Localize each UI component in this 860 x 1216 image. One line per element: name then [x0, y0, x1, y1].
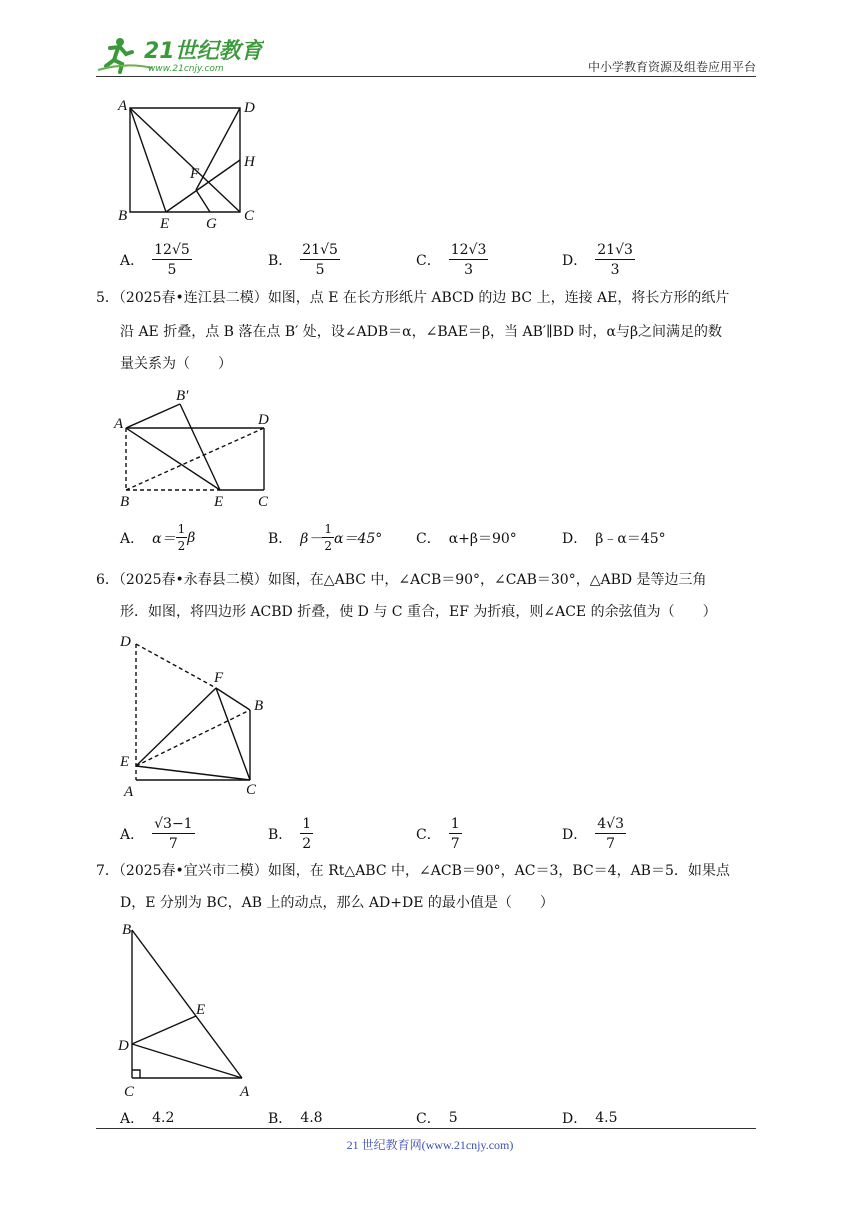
- fraction: $\frac{1}{7}$: [450, 816, 460, 852]
- q7-line-de: [132, 1016, 196, 1044]
- q7-options: [120, 1096, 760, 1140]
- option-text: 4.5: [595, 1110, 618, 1126]
- q4-figure: [110, 96, 270, 236]
- q6-line-1: [96, 571, 707, 589]
- q6-label-b: B: [254, 698, 264, 714]
- q6-line-ec: [136, 766, 250, 780]
- q4-label-b: B: [118, 208, 128, 224]
- q6-edge-fb: [216, 688, 250, 710]
- q5-line-1: [96, 289, 729, 307]
- q7-right-angle-mark: [132, 1070, 140, 1078]
- q4-option-d[interactable]: [562, 238, 635, 282]
- q5-line-2: 沿 AE 折叠，点 B 落在点 B′ 处，设∠ADB＝α，∠BAE＝β，当 AB′∥BD 时，α与β之间满足的数: [120, 324, 723, 340]
- formula-part: β: [187, 530, 196, 546]
- q7-label-d: D: [118, 1038, 129, 1054]
- q6-label-d: D: [120, 634, 131, 650]
- q6-option-a[interactable]: [120, 812, 195, 856]
- option-letter: A．: [120, 1111, 145, 1127]
- q4-line-df: [196, 108, 240, 190]
- q6-edge-df-dashed: [136, 644, 216, 688]
- q6-label-e: E: [120, 754, 130, 770]
- question-source: （2025春•宜兴市二模）: [118, 863, 268, 879]
- fraction: $\frac{1}{2}$: [177, 522, 186, 553]
- formula-part: α＝: [152, 531, 176, 547]
- footer-link[interactable]: 21 世纪教育网(www.21cnjy.com): [346, 1138, 514, 1152]
- fraction: $\frac{√3-1}{7}$: [154, 816, 193, 852]
- option-letter: B．: [268, 531, 293, 547]
- option-letter: B．: [268, 827, 293, 843]
- q7-option-d[interactable]: [562, 1096, 618, 1140]
- q4-label-d: D: [244, 100, 255, 116]
- q6-line-fc: [216, 688, 250, 780]
- q7-line-da: [132, 1044, 242, 1078]
- option-letter: D．: [562, 1111, 588, 1127]
- option-letter: D．: [562, 531, 588, 547]
- q5-option-b[interactable]: [268, 516, 382, 560]
- q5-figure: [110, 384, 280, 512]
- question-number: 7．: [96, 863, 119, 879]
- option-letter: B．: [268, 1111, 293, 1127]
- fraction: $\frac{12√3}{3}$: [450, 242, 487, 278]
- q4-label-h: H: [244, 154, 255, 170]
- fraction: $\frac{4√3}{7}$: [597, 816, 624, 852]
- option-letter: D．: [562, 827, 588, 843]
- logo-main-text: 21世纪教育: [144, 39, 263, 64]
- q7-edge-ba: [132, 930, 242, 1078]
- q6-option-b[interactable]: [268, 812, 313, 856]
- q6-options: [120, 812, 760, 856]
- logo-sub-text: www.21cnjy.com: [148, 64, 224, 74]
- option-letter: C．: [416, 531, 441, 547]
- q4-option-b[interactable]: [268, 238, 340, 282]
- formula-part: α＝45°: [334, 531, 383, 547]
- q7-line-2: D，E 分别为 BC，AB 上的动点，那么 AD+DE 的最小值是（ ）: [120, 895, 554, 911]
- option-text: β﹣α＝45°: [595, 531, 666, 547]
- header-divider: [96, 76, 756, 77]
- q4-label-g: G: [206, 216, 217, 232]
- q5-option-c[interactable]: [416, 516, 517, 560]
- q5-label-a: A: [114, 416, 124, 432]
- q7-option-b[interactable]: [268, 1096, 323, 1140]
- option-letter: A．: [120, 827, 145, 843]
- fraction: $\frac{12√5}{5}$: [154, 242, 190, 278]
- option-letter: A．: [120, 253, 145, 269]
- fraction: $\frac{1}{2}$: [324, 522, 333, 553]
- q4-label-c: C: [244, 208, 255, 224]
- q5-label-bp: B′: [176, 388, 189, 404]
- question-source: （2025春•永春县二模）: [118, 572, 268, 588]
- question-text: 如图，点 E 在长方形纸片 ABCD 的边 BC 上，连接 AE，将长方形的纸片: [267, 290, 730, 306]
- q5-options: [120, 516, 760, 560]
- q5-label-c: C: [258, 494, 269, 510]
- fraction: $\frac{21√5}{5}$: [302, 242, 338, 278]
- option-letter: C．: [416, 253, 441, 269]
- option-text: 4.8: [300, 1110, 323, 1126]
- site-logo: [96, 34, 264, 74]
- platform-title: 中小学教育资源及组卷应用平台: [587, 60, 756, 74]
- q6-line-ef: [136, 688, 216, 766]
- option-letter: B．: [268, 253, 293, 269]
- q6-line-2: 形．如图，将四边形 ACBD 折叠，使 D 与 C 重合，EF 为折痕，则∠ACE 的余弦值为（ ）: [120, 604, 717, 620]
- option-letter: D．: [562, 253, 588, 269]
- q7-label-c: C: [124, 1084, 135, 1100]
- q7-label-a: A: [240, 1084, 250, 1100]
- q7-label-b: B: [122, 922, 132, 938]
- question-number: 6．: [96, 572, 119, 588]
- option-text: α+β＝90°: [448, 531, 517, 547]
- q4-line-ac: [130, 108, 240, 212]
- q5-option-a[interactable]: [120, 516, 195, 560]
- q6-option-c[interactable]: [416, 812, 462, 856]
- q4-option-c[interactable]: [416, 238, 488, 282]
- q6-option-d[interactable]: [562, 812, 626, 856]
- question-number: 5．: [96, 290, 119, 306]
- q4-options: [120, 238, 760, 282]
- footer-divider: [96, 1128, 756, 1129]
- q4-label-f: F: [190, 166, 200, 182]
- option-text: 5: [448, 1110, 458, 1126]
- q4-option-a[interactable]: [120, 238, 192, 282]
- q6-label-c: C: [246, 782, 257, 798]
- option-letter: C．: [416, 1111, 441, 1127]
- q6-line-eb-dashed: [136, 710, 250, 766]
- option-letter: A．: [120, 531, 145, 547]
- q7-line-1: [96, 862, 730, 880]
- question-text: 如图，在 Rt△ABC 中，∠ACB＝90°，AC＝3，BC＝4，AB＝5．如果点: [267, 863, 730, 879]
- fraction: $\frac{1}{2}$: [302, 816, 312, 852]
- q5-option-d[interactable]: [562, 516, 666, 560]
- q4-line-eh: [166, 160, 240, 212]
- option-letter: C．: [416, 827, 441, 843]
- q5-line-3: 量关系为（ ）: [120, 356, 232, 372]
- q6-label-f: F: [214, 670, 224, 686]
- q7-label-e: E: [196, 1002, 206, 1018]
- q4-line-fg: [196, 190, 210, 212]
- q7-option-a[interactable]: [120, 1096, 174, 1140]
- q5-label-d: D: [258, 412, 269, 428]
- option-text: 4.2: [152, 1110, 175, 1126]
- q6-label-a: A: [124, 784, 134, 800]
- question-source: （2025春•连江县二模）: [118, 290, 268, 306]
- q4-label-a: A: [118, 98, 128, 114]
- q5-line-abp: [126, 404, 180, 428]
- q5-label-e: E: [214, 494, 224, 510]
- q7-option-c[interactable]: [416, 1096, 458, 1140]
- fraction: $\frac{21√3}{3}$: [597, 242, 633, 278]
- q7-figure: [110, 920, 270, 1100]
- q5-label-b: B: [120, 494, 130, 510]
- formula-part: β－: [300, 531, 323, 547]
- question-text: 如图，在△ABC 中，∠ACB＝90°，∠CAB＝30°，△ABD 是等边三角: [267, 572, 707, 588]
- q4-line-ae: [130, 108, 166, 212]
- q4-label-e: E: [160, 216, 170, 232]
- q6-figure: [110, 630, 280, 800]
